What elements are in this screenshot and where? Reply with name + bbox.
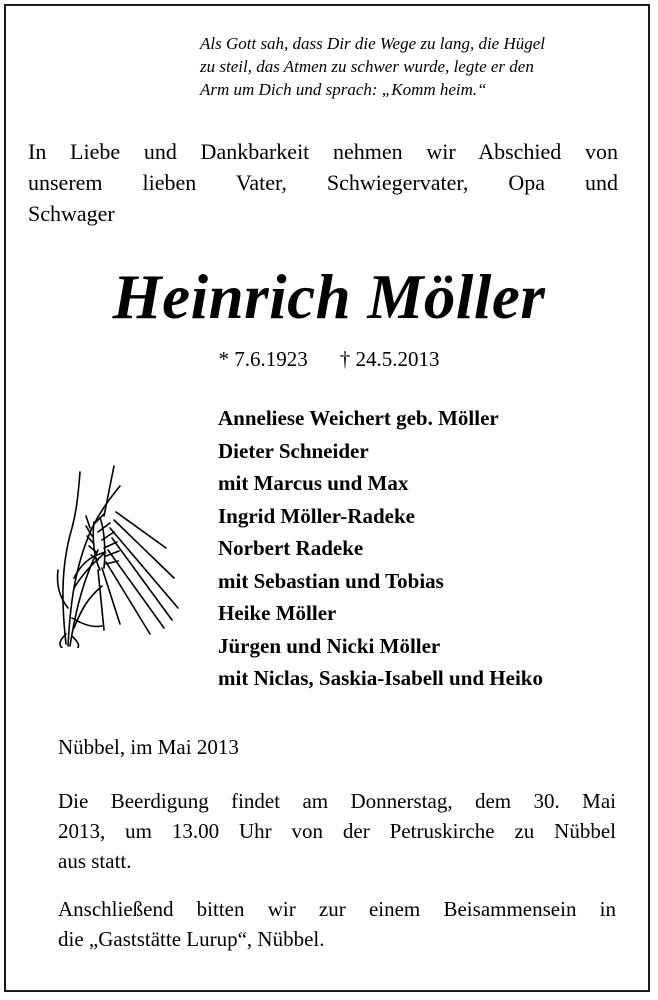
mourner: Jürgen und Nicki Möller (218, 633, 441, 658)
life-dates (0, 345, 658, 373)
mourner: mit Niclas, Saskia-Isabell und Heiko (218, 666, 543, 690)
mourner: mit Marcus und Max (218, 471, 409, 495)
intro-text (28, 136, 618, 229)
wheat-icon (54, 458, 182, 648)
mourner: Anneliese Weichert geb. Möller (218, 406, 499, 430)
mourner: Norbert Radeke (218, 536, 364, 560)
funeral-info (58, 786, 616, 876)
deceased-name: Heinrich Möller (112, 262, 546, 332)
mourner: Dieter Schneider (218, 438, 369, 463)
funeral-line: Die Beerdigung findet am Donnerstag, dem 30. Mai (58, 789, 616, 813)
mourner: mit Sebastian und Tobias (218, 568, 444, 593)
quote-line: Als Gott sah, dass Dir die Wege zu lang, die Hügel (200, 34, 546, 53)
reception-line: Anschließend bitten wir zur einem Beisammensein in (58, 897, 616, 921)
funeral-line: 2013, um 13.00 Uhr von der Petruskirche zu Nübbel (58, 819, 616, 843)
reception-line: die „Gaststätte Lurup“, Nübbel. (58, 927, 325, 951)
mourner: Heike Möller (218, 601, 337, 625)
intro-line: Schwager (28, 201, 115, 226)
funeral-line: aus statt. (58, 849, 132, 873)
intro-line: In Liebe und Dankbarkeit nehmen wir Abschied von (28, 139, 618, 164)
quote-line: zu steil, das Atmen zu schwer wurde, legte er den (200, 57, 534, 76)
reception-info (58, 894, 616, 954)
intro-line: unserem lieben Vater, Schwiegervater, Opa und (28, 170, 618, 195)
place-date: Nübbel, im Mai 2013 (58, 735, 239, 759)
death-date: † 24.5.2013 (339, 347, 440, 371)
mourners-list (218, 402, 638, 695)
quote-line: Arm um Dich und sprach: „Komm heim.“ (200, 80, 487, 99)
epitaph-quote (200, 32, 620, 101)
birth-date: * 7.6.1923 (218, 347, 308, 371)
mourner: Ingrid Möller-Radeke (218, 503, 415, 528)
